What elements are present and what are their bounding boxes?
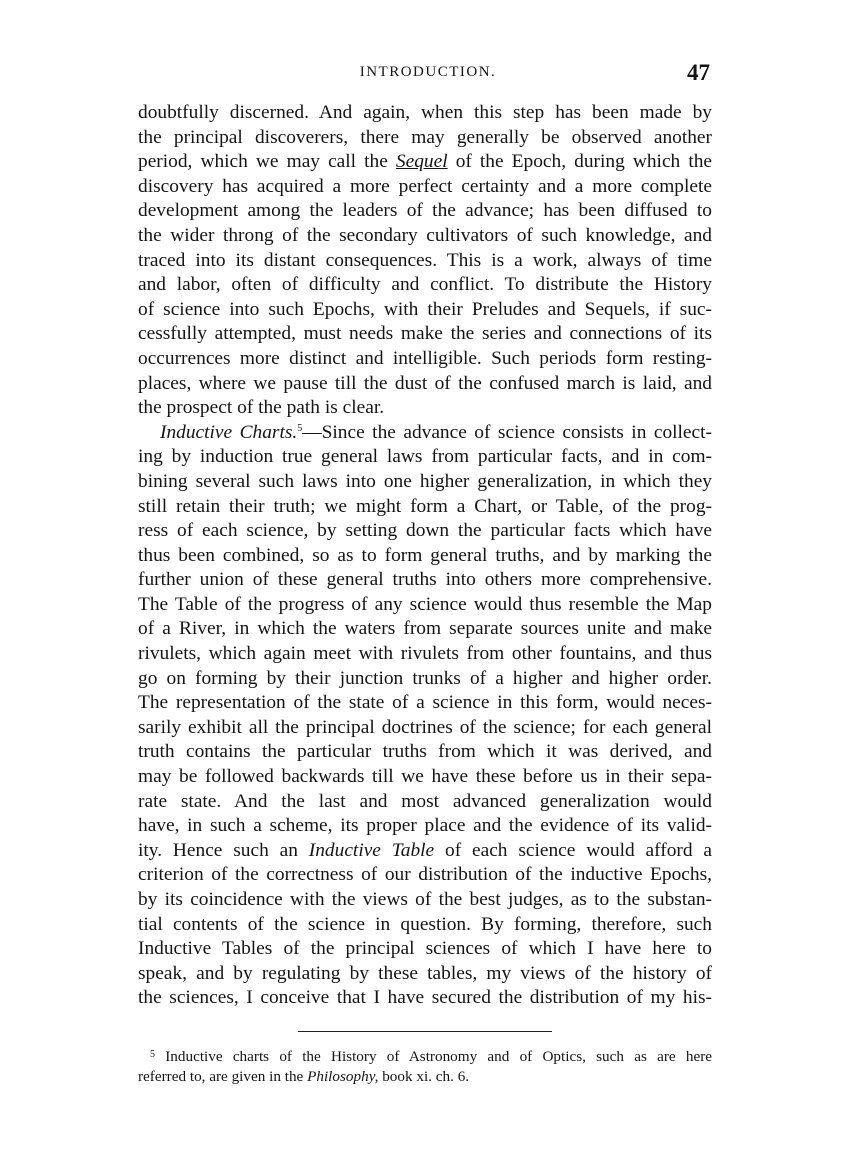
text-line: the wider throng of the secondary cultivators of such knowledge, and: [138, 224, 712, 246]
text-line: Inductive Tables of the principal sciences of which I have here to: [138, 938, 712, 960]
inductive-table-term: Inductive Table: [308, 839, 435, 861]
text-line: further union of these general truths into others more comprehensive.: [138, 569, 712, 591]
text-line: rivulets, which again meet with rivulets from other fountains, and thus: [138, 643, 712, 665]
text-span: —Since the advance of science consists in collect-: [302, 421, 712, 443]
text-span: referred to, are given in the: [138, 1068, 308, 1085]
text-line: truth contains the particular truths from which it was derived, and: [138, 741, 712, 763]
text-line: criterion of the correctness of our distribution of the inductive Epochs,: [138, 864, 712, 886]
body-text: [138, 101, 712, 1011]
philosophy-title: Philosophy,: [307, 1068, 379, 1085]
text-line: cessfully attempted, must needs make the series and connections of its: [138, 323, 712, 345]
text-span: book xi. ch. 6.: [378, 1068, 470, 1085]
text-line: have, in such a scheme, its proper place and the evidence of its valid-: [138, 815, 712, 837]
footnote-divider: [298, 1031, 552, 1032]
text-line: by its coincidence with the views of the best judges, as to the substan-: [138, 889, 712, 910]
footnote-line: [138, 1067, 712, 1087]
text-line: of a River, in which the waters from separate sources unite and make: [138, 618, 712, 640]
text-line: places, where we pause till the dust of the confused march is laid, and: [138, 372, 712, 394]
text-line: ress of each science, by setting down the particular facts which have: [138, 520, 712, 542]
text-line: rate state. And the last and most advanced generalization would: [138, 790, 712, 812]
text-span: period, which we may call the: [138, 151, 396, 173]
text-line: development among the leaders of the advance; has been diffused to: [138, 200, 712, 222]
section-heading: Inductive Charts.: [160, 421, 298, 443]
text-line: [138, 421, 712, 446]
text-line: the sciences, I conceive that I have secured the distribution of my his-: [138, 987, 712, 1009]
footnote-line: [138, 1047, 712, 1067]
page-number: 47: [687, 60, 710, 85]
text-span: ity. Hence such an: [138, 839, 309, 861]
running-title: INTRODUCTION.: [359, 64, 497, 80]
sequel-term: Sequel: [395, 151, 448, 173]
text-line: The representation of the state of a science in this form, would neces-: [138, 692, 712, 714]
text-line: speak, and by regulating by these tables, my views of the history of: [138, 962, 712, 984]
text-line: thus been combined, so as to form general truths, and by marking the: [138, 544, 712, 566]
footnote-marker: 5: [150, 1049, 155, 1060]
text-line: occurrences more distinct and intelligible. Such periods form resting-: [138, 347, 712, 369]
text-line: go on forming by their junction trunks of a higher and higher order.: [138, 667, 712, 689]
text-line: sarily exhibit all the principal doctrines of the science; for each general: [138, 716, 712, 738]
text-line: bining several such laws into one higher generalization, in which they: [138, 470, 712, 492]
text-line: the principal discoverers, there may generally be observed another: [138, 126, 712, 148]
text-line: tial contents of the science in question. By forming, therefore, such: [138, 913, 712, 935]
text-line: the prospect of the path is clear.: [138, 397, 385, 419]
footnote-ref: 5: [297, 422, 303, 434]
text-line: still retain their truth; we might form a Chart, or Table, of the prog-: [138, 495, 712, 517]
text-line: [138, 839, 712, 864]
text-span: of each science would afford a: [434, 839, 713, 861]
text-line: traced into its distant consequences. This is a work, always of time: [138, 249, 712, 271]
text-line: and labor, often of difficulty and conflict. To distribute the History: [138, 274, 712, 296]
running-head: [138, 60, 710, 90]
text-line: discovery has acquired a more perfect certainty and a more complete: [138, 175, 712, 197]
text-span: Inductive charts of the History of Astronomy and of Optics, such as are here: [155, 1048, 712, 1065]
text-line: The Table of the progress of any science would thus resemble the Map: [138, 593, 712, 615]
footnote: [138, 1047, 712, 1087]
text-span: of the Epoch, during which the: [447, 151, 713, 173]
text-line: ing by induction true general laws from particular facts, and in com-: [138, 446, 712, 468]
text-line: doubtfully discerned. And again, when this step has been made by: [138, 102, 712, 123]
text-line: of science into such Epochs, with their Preludes and Sequels, if suc-: [138, 298, 712, 320]
text-line: [138, 150, 712, 175]
text-line: may be followed backwards till we have these before us in their sepa-: [138, 766, 712, 788]
